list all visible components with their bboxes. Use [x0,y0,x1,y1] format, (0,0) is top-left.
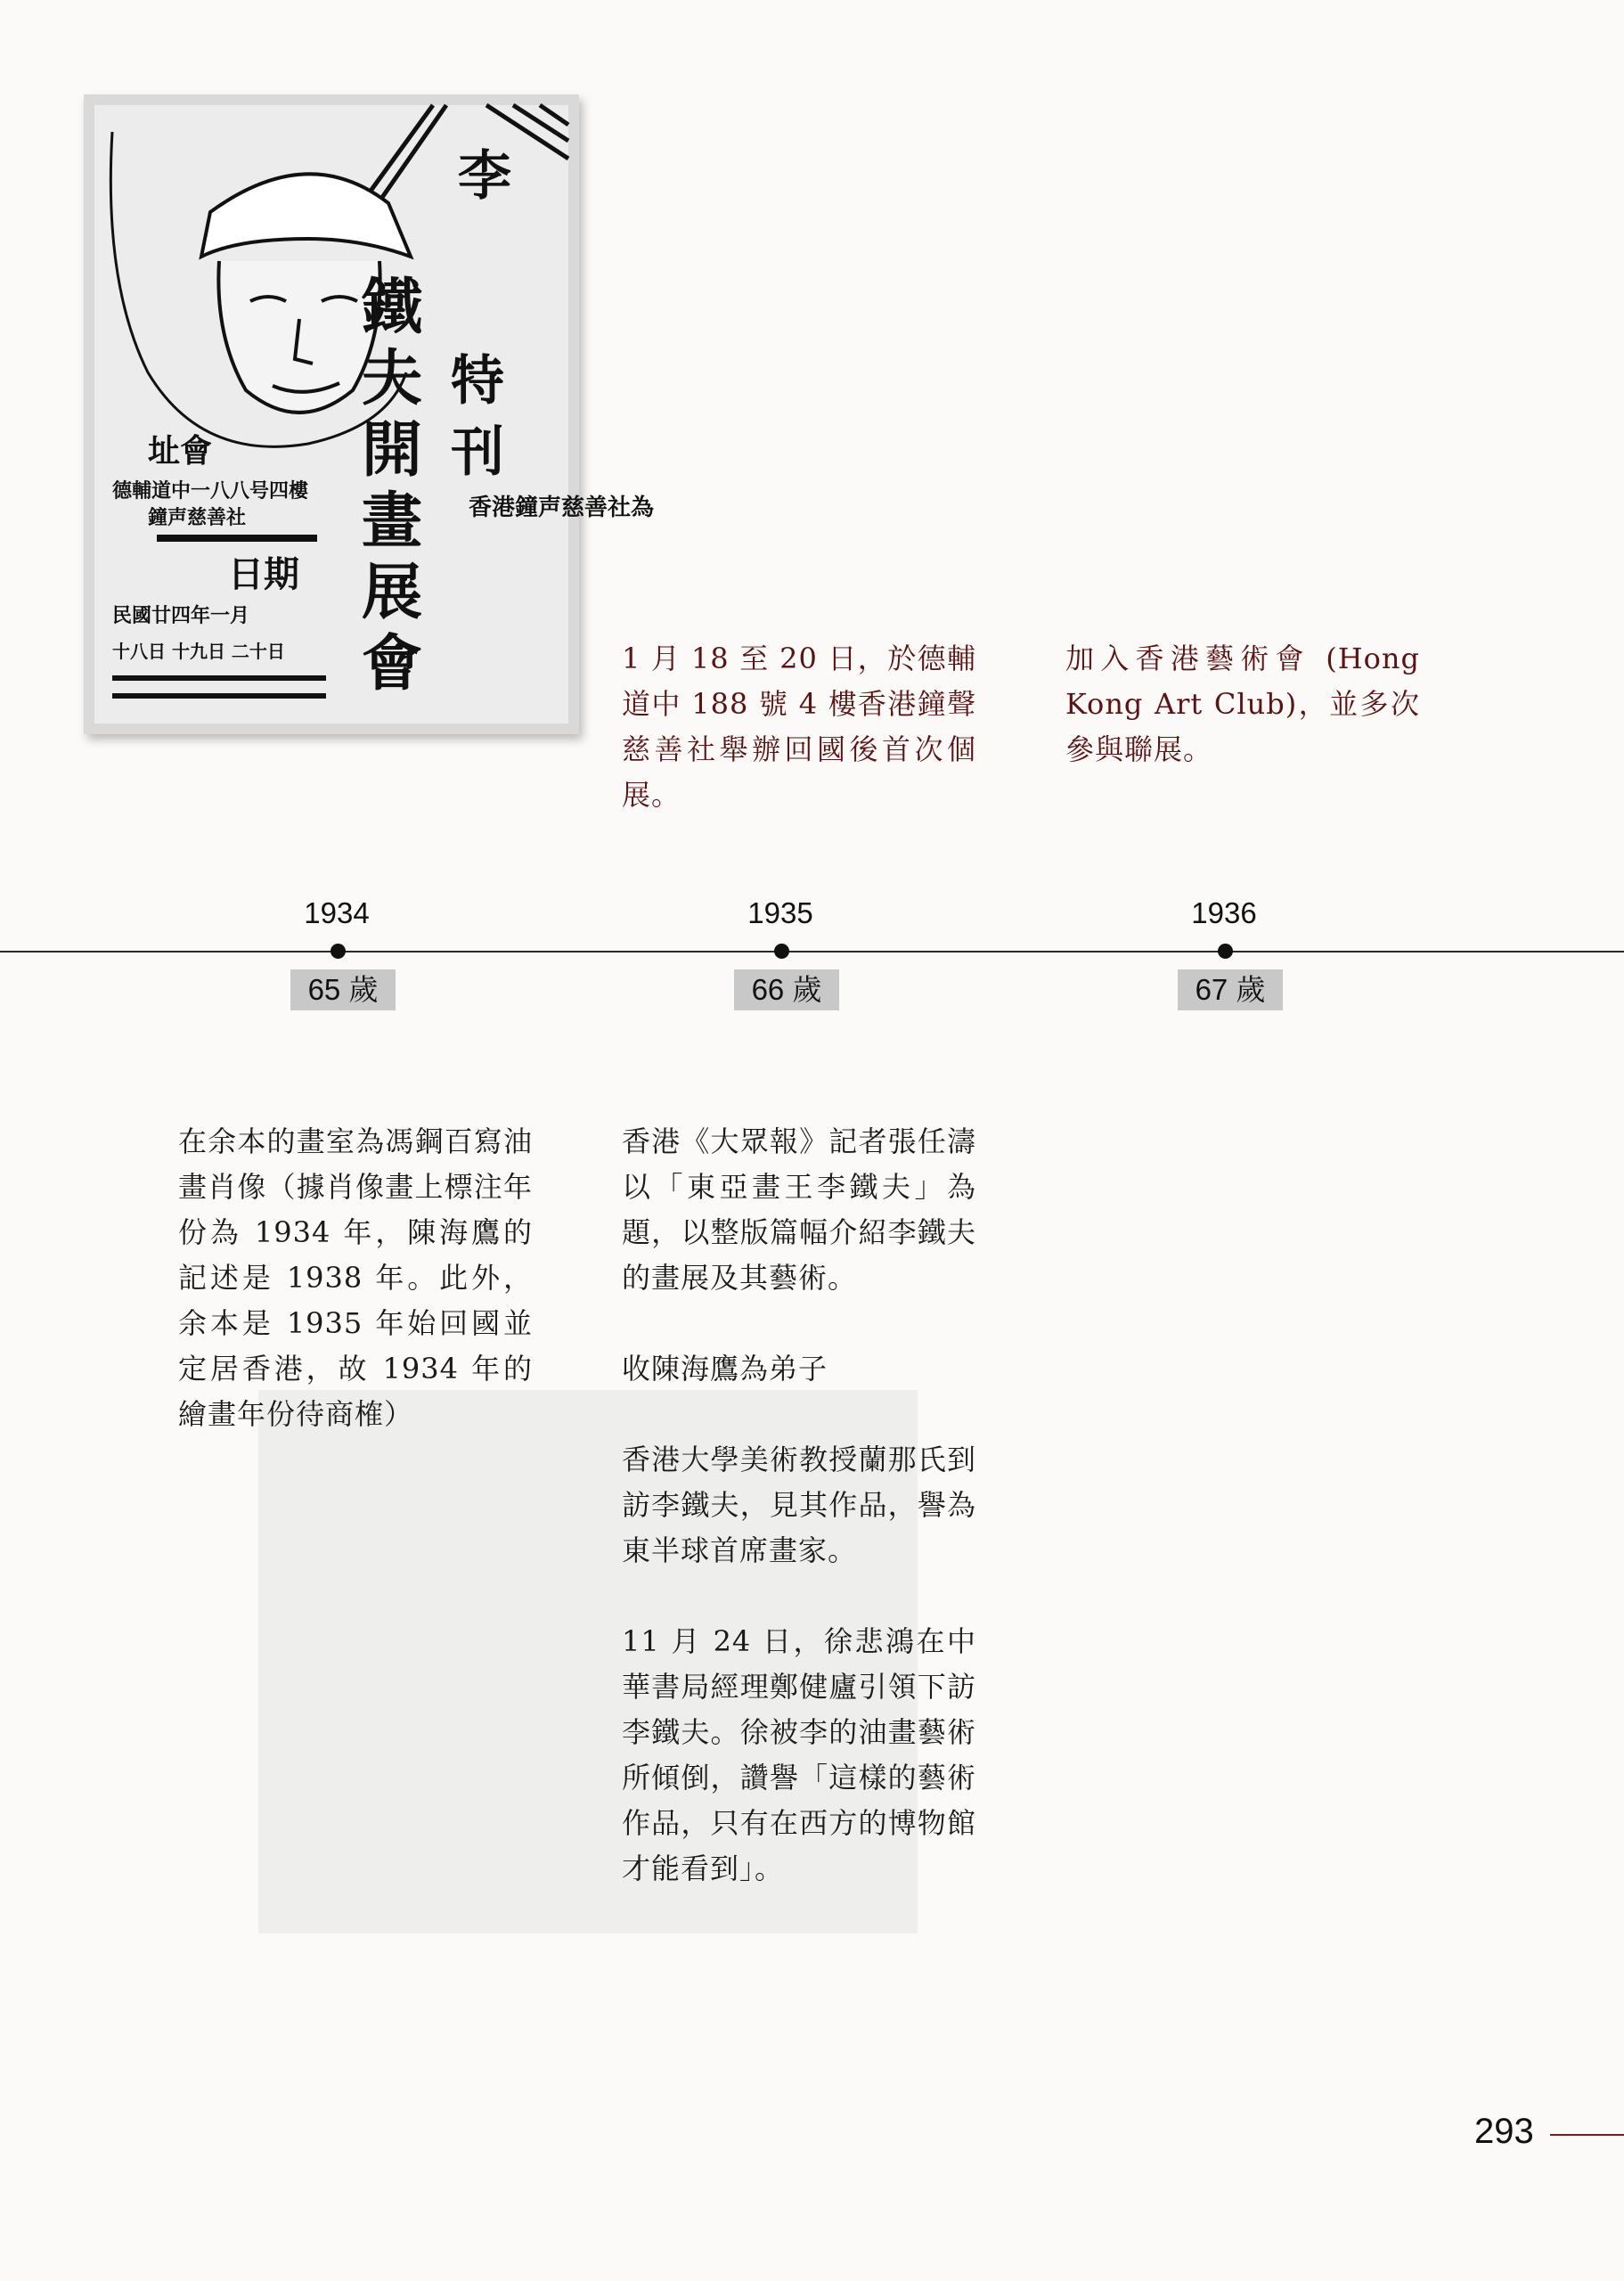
timeline-axis [0,951,1624,952]
poster-title-char: 會 [362,629,423,699]
age-badge-1934: 65 歲 [290,969,396,1010]
page-number-rule [1550,2134,1624,2136]
poster-title-char: 特 [451,350,504,413]
event-text: 香港大學美術教授蘭那氏到訪李鐵夫，見其作品，譽為東半球首席畫家。 [622,1443,976,1567]
event-1935-top [622,636,976,818]
exhibition-poster-image [84,94,655,734]
event-text: 11 月 24 日，徐悲鴻在中華書局經理鄭健廬引領下訪李鐵夫。徐被李的油畫藝術所傾倒，讚譽「這樣的藝術作品，只有在西方的博物館才能看到」。 [622,1624,976,1885]
poster-address-line: 鐘声慈善社 [148,507,247,529]
event-text: 在余本的畫室為馮鋼百寫油畫肖像（據肖像畫上標注年份為 1934 年，陳海鷹的記述是 1938 年。此外，余本是 1935 年始回國並定居香港，故 1934 年的繪畫年份待商榷） [178,1124,533,1431]
poster-title-char: 展 [362,558,423,628]
event-text: 1 月 18 至 20 日，於德輔道中 188 號 4 樓香港鐘聲慈善社舉辦回國後首次個展。 [622,642,976,812]
timeline-dot-1935 [774,944,789,959]
age-badge-1936: 67 歲 [1178,969,1283,1010]
poster-host-label: 香港鐘声慈善社為 [469,495,655,521]
poster-svg [94,105,655,724]
event-text: 收陳海鷹為弟子 [622,1352,828,1386]
poster-title-char: 畫 [362,486,423,557]
poster-title-column [458,145,511,208]
year-label-1935: 1935 [747,896,813,929]
timeline-dot-1936 [1218,944,1233,959]
poster-title-char: 刊 [451,421,504,484]
poster-title-char: 開 [362,415,423,486]
poster-date-line: 十八日 十九日 二十日 [112,641,285,662]
event-1934-bottom [178,1119,533,1437]
event-1936-top [1065,636,1420,773]
poster-address-line: 德輔道中一八八号四樓 [112,480,309,503]
poster-date-heading: 日期 [228,554,299,595]
poster-title-char: 夫 [362,344,423,414]
year-label-1934: 1934 [304,896,370,929]
poster-title-char: 鐵 [362,273,423,343]
poster-address-heading: 址會 [148,433,213,470]
event-1935-bottom [622,1119,976,1892]
event-text: 香港《大眾報》記者張任濤以「東亞畫王李鐵夫」為題，以整版篇幅介紹李鐵夫的畫展及其藝術。 [622,1124,976,1295]
page-number: 293 [1474,2112,1534,2151]
year-label-1936: 1936 [1191,896,1257,929]
poster-date-line: 民國廿四年一月 [112,605,250,627]
poster-artwork [94,105,655,724]
svg-text:李: 李 [458,145,511,208]
timeline-dot-1934 [331,944,346,959]
event-text: 加入香港藝術會 (Hong Kong Art Club)，並多次參與聯展。 [1065,642,1420,766]
age-badge-1935: 66 歲 [734,969,839,1010]
